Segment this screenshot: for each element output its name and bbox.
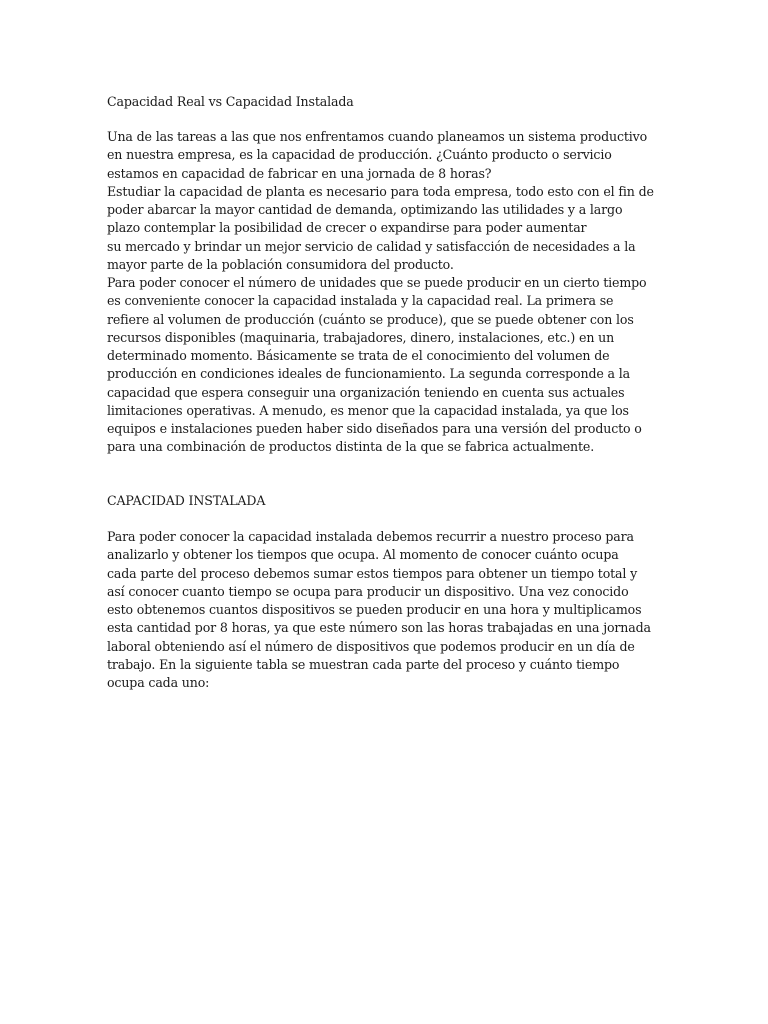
intro-line: producción en condiciones ideales de funcionamiento. La segunda corresponde a la [107,366,630,382]
section-line: cada parte del proceso debemos sumar estos tiempos para obtener un tiempo total y [107,565,638,581]
section-line: esta cantidad por 8 horas, ya que este número son las horas trabajadas en una jornada [107,620,651,636]
intro-line: limitaciones operativas. A menudo, es menor que la capacidad instalada, ya que los [107,402,629,418]
intro-line: su mercado y brindar un mejor servicio de calidad y satisfacción de necesidades a la [107,238,636,254]
intro-line: Estudiar la capacidad de planta es necesario para toda empresa, todo esto con el fin de [107,183,654,199]
section-line: Para poder conocer la capacidad instalada debemos recurrir a nuestro proceso para [107,529,634,544]
intro-line: en nuestra empresa, es la capacidad de producción. ¿Cuánto producto o servicio [107,147,612,163]
intro-line: mayor parte de la población consumidora del producto. [107,256,454,272]
section-line: esto obtenemos cuantos dispositivos se pueden producir en una hora y multiplicamos [107,602,642,617]
intro-line: equipos e instalaciones pueden haber sido diseñados para una versión del producto o [107,421,642,436]
intro-line: poder abarcar la mayor cantidad de demanda, optimizando las utilidades y a largo [107,202,623,217]
section-heading-text: CAPACIDAD INSTALADA [107,493,266,508]
title-text: Capacidad Real vs Capacidad Instalada [107,94,354,109]
intro-line: Para poder conocer el número de unidades que se puede producir en un cierto tiempo [107,275,647,290]
intro-line: estamos en capacidad de fabricar en una jornada de 8 horas? [107,165,492,181]
section-line: laboral obteniendo así el número de dispositivos que podemos producir en un día de [107,638,635,654]
intro-line: plazo contemplar la posibilidad de crecer o expandirse para poder aumentar [107,220,587,236]
intro-paragraph [107,128,667,457]
section-paragraph [107,528,667,692]
intro-line: recursos disponibles (maquinaria, trabajadores, dinero, instalaciones, etc.) en un [107,329,615,345]
section-line: así conocer cuanto tiempo se ocupa para producir un dispositivo. Una vez conocido [107,583,629,599]
intro-line: refiere al volumen de producción (cuánto se produce), que se puede obtener con los [107,311,634,327]
intro-line: es conveniente conocer la capacidad instalada y la capacidad real. La primera se [107,293,614,309]
section-line: analizarlo y obtener los tiempos que ocupa. Al momento de conocer cuánto ocupa [107,547,619,563]
intro-line: Una de las tareas a las que nos enfrentamos cuando planeamos un sistema productivo [107,129,648,144]
intro-line: determinado momento. Básicamente se trata de el conocimiento del volumen de [107,348,610,363]
intro-line: capacidad que espera conseguir una organización teniendo en cuenta sus actuales [107,384,625,400]
document-title [107,93,667,111]
section-line: trabajo. En la siguiente tabla se muestran cada parte del proceso y cuánto tiempo [107,656,620,672]
intro-line: para una combinación de productos distinta de la que se fabrica actualmente. [107,439,595,455]
section-heading [107,492,667,510]
section-line: ocupa cada uno: [107,675,210,690]
